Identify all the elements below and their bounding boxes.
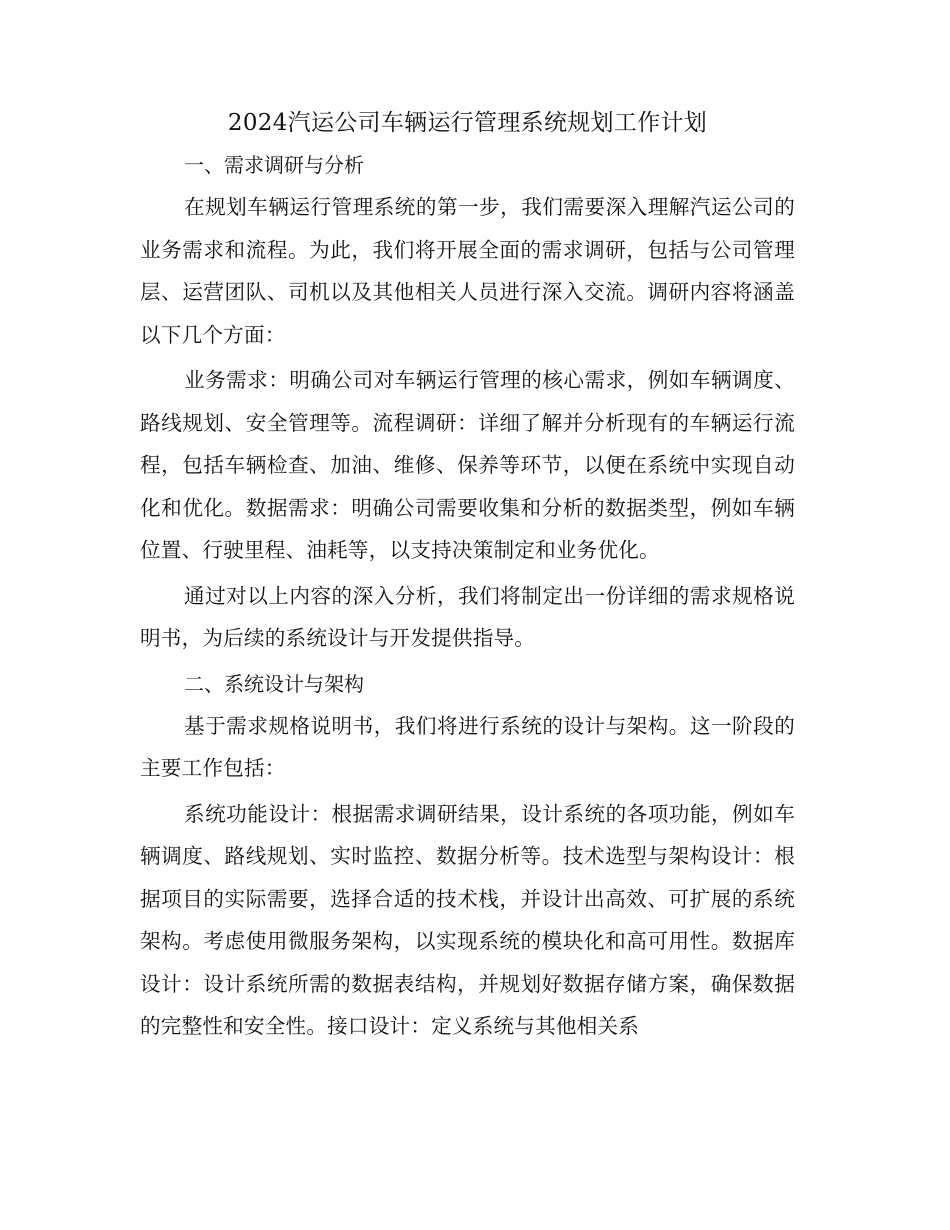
- paragraph-design-details: 系统功能设计：根据需求调研结果，设计系统的各项功能，例如车辆调度、路线规划、实时监控、数据分析等。技术选型与架构设计：根据项目的实际需要，选择合适的技术栈，并设计出高效、可扩展的系统架构。考虑使用微服务架构，以实现系统的模块化和高可用性。数据库设计：设计系统所需的数据表结构，并规划好数据存储方案，确保数据的完整性和安全性。接口设计：定义系统与其他相关系: [140, 801, 795, 1038]
- paragraph-design-intro: 基于需求规格说明书，我们将进行系统的设计与架构。这一阶段的主要工作包括：: [140, 713, 795, 780]
- paragraph-requirements-details: 业务需求：明确公司对车辆运行管理的核心需求，例如车辆调度、路线规划、安全管理等。流程调研：详细了解并分析现有的车辆运行流程，包括车辆检查、加油、维修、保养等环节，以便在系统中实现自动化和优化。数据需求：明确公司需要收集和分析的数据类型，例如车辆位置、行驶里程、油耗等，以支持决策制定和业务优化。: [140, 368, 795, 562]
- document-body: [140, 105, 795, 1048]
- document-title: 2024汽运公司车辆运行管理系统规划工作计划: [227, 110, 708, 136]
- paragraph-requirements-conclusion: 通过对以上内容的深入分析，我们将制定出一份详细的需求规格说明书，为后续的系统设计与开发提供指导。: [140, 583, 795, 650]
- section-heading-requirements: 一、需求调研与分析: [184, 153, 364, 177]
- section-heading-design: 二、系统设计与架构: [184, 671, 364, 696]
- paragraph-requirements-intro: 在规划车辆运行管理系统的第一步，我们需要深入理解汽运公司的业务需求和流程。为此，我们将开展全面的需求调研，包括与公司管理层、运营团队、司机以及其他相关人员进行深入交流。调研内容将涵盖以下几个方面：: [140, 195, 795, 347]
